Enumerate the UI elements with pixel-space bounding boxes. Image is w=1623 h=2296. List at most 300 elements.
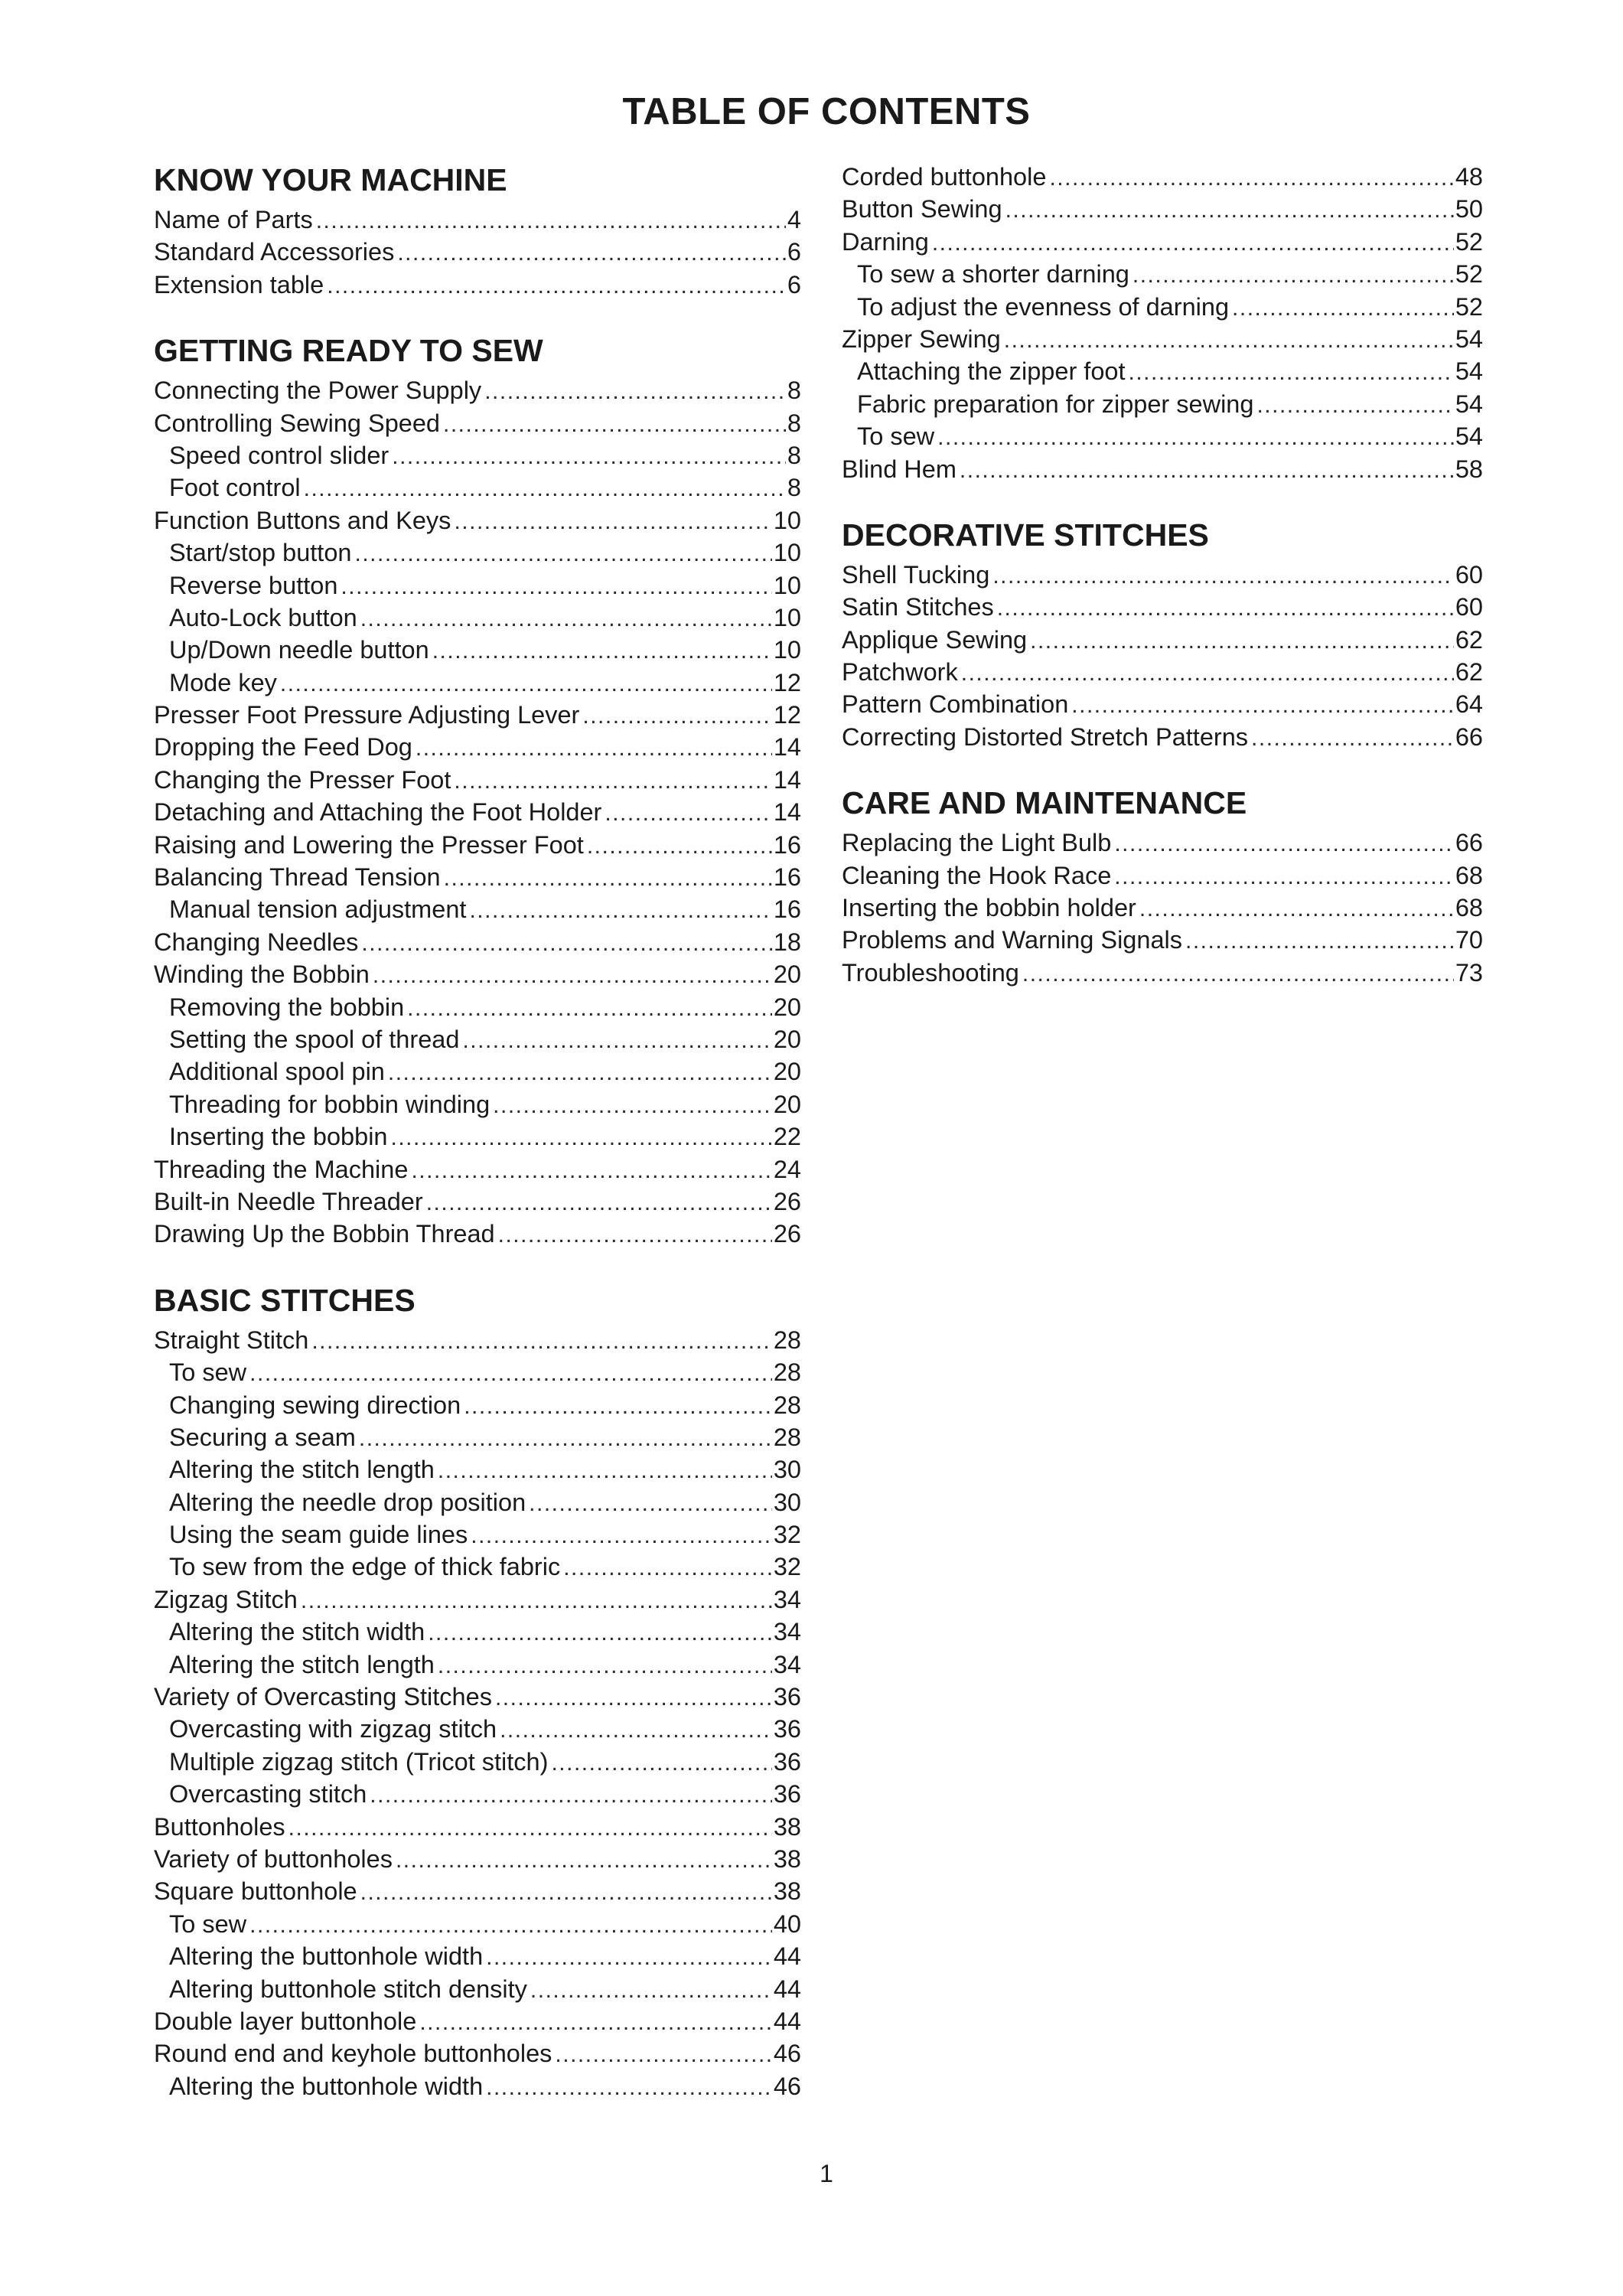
dot-leader [454,765,771,797]
toc-entry[interactable] [154,764,801,796]
entry-title: Square buttonhole [154,1877,357,1906]
dot-leader [426,1187,772,1219]
entry-page-number: 46 [773,2040,801,2068]
page-number: 1 [820,2160,833,2187]
entry-title: Using the seam guide lines [169,1521,468,1549]
toc-entry[interactable] [842,591,1483,623]
entry-page-number: 68 [1455,861,1483,889]
dot-leader [605,797,771,830]
entry-page-number: 12 [773,701,801,729]
toc-entry[interactable] [842,688,1483,720]
dot-leader [1133,259,1454,292]
dot-leader [462,1025,771,1057]
entry-title: Fabric preparation for zipper sewing [857,390,1254,418]
toc-entry[interactable] [842,721,1483,753]
dot-leader [428,1617,772,1649]
entry-title: Raising and Lowering the Presser Foot [154,830,584,859]
entry-page-number: 20 [773,1025,801,1053]
toc-entry[interactable] [154,699,801,731]
entry-page-number: 34 [773,1618,801,1646]
toc-entry[interactable] [154,1153,801,1186]
toc-entry[interactable] [154,269,801,301]
entry-title: Satin Stitches [842,593,994,621]
entry-page-number: 58 [1455,455,1483,483]
section-heading: BASIC STITCHES [154,1282,416,1318]
toc-entry[interactable] [154,1875,801,1907]
toc-entry[interactable] [842,656,1483,688]
toc-subentry[interactable] [842,258,1483,290]
dot-leader [587,830,772,863]
entry-title: Buttonholes [154,1812,285,1841]
dot-leader [495,1682,772,1714]
toc-entry[interactable] [154,1681,801,1713]
toc-column-right [842,161,1483,1019]
entry-title: To sew from the edge of thick fabric [169,1553,561,1581]
dot-leader [530,1975,772,2007]
entry-page-number: 54 [1455,390,1483,418]
entry-title: Changing the Presser Foot [154,765,451,794]
entry-title: Extension table [154,270,324,298]
entry-page-number: 48 [1455,163,1483,191]
toc-entry[interactable] [842,924,1483,956]
entry-title: Inserting the bobbin [169,1123,388,1151]
entry-title: Foot control [169,474,301,502]
dot-leader [304,473,786,505]
dot-leader [391,1122,772,1154]
toc-subentry[interactable] [154,1746,801,1778]
dot-leader [471,1520,772,1552]
toc-entry[interactable] [842,161,1483,193]
entry-title: Patchwork [842,658,958,687]
dot-leader [484,376,786,408]
entry-title: Cleaning the Hook Race [842,861,1112,889]
toc-entry[interactable] [842,827,1483,859]
toc-entry[interactable] [154,236,801,268]
entry-title: Auto-Lock button [169,603,357,631]
toc-subentry[interactable] [154,471,801,504]
entry-title: Drawing Up the Bobbin Thread [154,1220,495,1248]
entry-title: Name of Parts [154,206,313,233]
entry-page-number: 10 [773,571,801,599]
dot-leader [416,732,772,765]
toc-subentry[interactable] [154,1120,801,1153]
entry-title: Setting the spool of thread [169,1025,460,1053]
entry-title: Problems and Warning Signals [842,926,1182,954]
entry-page-number: 28 [773,1391,801,1419]
entry-title: Troubleshooting [842,958,1019,987]
toc-subentry[interactable] [154,1908,801,1940]
dot-leader [464,1391,772,1423]
dot-leader [1114,861,1454,893]
dot-leader [1030,625,1454,657]
toc-entry[interactable] [842,957,1483,989]
toc-subentry[interactable] [842,355,1483,387]
entry-title: Connecting the Power Supply [154,377,482,405]
toc-subentry[interactable] [154,991,801,1023]
dot-leader [1232,292,1454,325]
toc-subentry[interactable] [154,536,801,569]
toc-subentry[interactable] [154,1713,801,1745]
dot-leader [397,237,786,269]
toc-subentry[interactable] [842,388,1483,420]
entry-page-number: 50 [1455,195,1483,223]
toc-subentry[interactable] [154,1940,801,1972]
section-heading: CARE AND MAINTENANCE [842,785,1247,821]
entry-page-number: 10 [773,506,801,534]
toc-entry[interactable] [154,374,801,406]
dot-leader [359,1423,772,1455]
dot-leader [373,960,772,992]
dot-leader [937,422,1454,454]
dot-leader [493,1090,772,1122]
toc-entry[interactable] [154,861,801,893]
section-heading: GETTING READY TO SEW [154,333,543,369]
entry-page-number: 70 [1455,926,1483,954]
entry-page-number: 46 [773,2072,801,2100]
toc-entry[interactable] [154,204,801,236]
dot-leader [500,1714,772,1746]
entry-page-number: 44 [773,1975,801,2003]
dot-leader [1004,325,1454,357]
entry-page-number: 30 [773,1488,801,1516]
entry-title: Speed control slider [169,441,389,469]
toc-entry[interactable] [154,796,801,828]
toc-subentry[interactable] [154,1055,801,1088]
toc-entry[interactable] [154,1324,801,1356]
entry-page-number: 40 [773,1910,801,1938]
toc-subentry[interactable] [154,1088,801,1120]
entry-title: Button Sewing [842,195,1002,223]
dot-leader [432,635,772,667]
toc-column-left [154,161,801,2133]
dot-leader [411,1155,771,1187]
entry-title: Altering the needle drop position [169,1488,526,1516]
toc-subentry[interactable] [154,1421,801,1453]
entry-title: Variety of buttonholes [154,1844,393,1873]
entry-title: To sew a shorter darning [857,260,1129,289]
entry-title: Inserting the bobbin holder [842,894,1136,922]
entry-page-number: 8 [787,377,801,405]
dot-leader [1251,722,1454,755]
entry-title: Removing the bobbin [169,993,405,1021]
entry-page-number: 20 [773,1058,801,1086]
toc-section-decorative-stitches [842,516,1483,753]
dot-leader [1071,690,1454,722]
toc-entry[interactable] [842,624,1483,656]
entry-title: Round end and keyhole buttonholes [154,2040,552,2068]
dot-leader [961,657,1454,690]
toc-entry[interactable] [154,958,801,990]
entry-page-number: 28 [773,1358,801,1387]
entry-title: Changing Needles [154,928,359,956]
dot-leader [327,270,786,302]
toc-entry[interactable] [842,892,1483,924]
entry-title: Altering the stitch length [169,1456,435,1484]
entry-page-number: 8 [787,441,801,469]
entry-title: Altering the buttonhole width [169,2072,484,2100]
entry-page-number: 4 [787,206,801,233]
toc-subentry[interactable] [154,1778,801,1810]
entry-title: Changing sewing direction [169,1391,461,1419]
entry-page-number: 28 [773,1423,801,1451]
dot-leader [419,2007,772,2039]
entry-title: Threading for bobbin winding [169,1090,490,1118]
toc-subentry[interactable] [154,667,801,699]
toc-entry[interactable] [842,323,1483,355]
dot-leader [438,1455,772,1487]
entry-title: Threading the Machine [154,1155,409,1183]
dot-leader [1005,194,1454,227]
dot-leader [582,700,771,732]
toc-subentry[interactable] [154,634,801,666]
entry-title: To adjust the evenness of darning [857,292,1230,321]
dot-leader [388,1057,772,1089]
entry-page-number: 73 [1455,958,1483,987]
entry-page-number: 10 [773,603,801,631]
toc-subentry[interactable] [154,1023,801,1055]
section-heading: KNOW YOUR MACHINE [154,162,507,197]
entry-page-number: 18 [773,928,801,956]
entry-page-number: 66 [1455,829,1483,857]
dot-leader [360,603,772,635]
entry-page-number: 20 [773,993,801,1021]
entry-page-number: 6 [787,270,801,298]
dot-leader [354,538,771,570]
entry-title: Pattern Combination [842,690,1069,719]
dot-leader [392,441,786,473]
entry-page-number: 10 [773,636,801,664]
toc-entry[interactable] [154,1843,801,1875]
dot-leader [469,895,771,927]
entry-title: Variety of Overcasting Stitches [154,1683,492,1711]
toc-entry[interactable] [842,193,1483,225]
entry-title: To sew [169,1910,247,1938]
dot-leader [529,1488,772,1520]
entry-page-number: 52 [1455,260,1483,289]
toc-subentry[interactable] [154,1389,801,1421]
entry-page-number: 10 [773,539,801,567]
dot-leader [498,1219,772,1251]
entry-title: Replacing the Light Bulb [842,829,1112,857]
dot-leader [316,205,786,237]
dot-leader [311,1326,772,1358]
section-heading: DECORATIVE STITCHES [842,517,1209,553]
entry-page-number: 54 [1455,357,1483,386]
entry-page-number: 38 [773,1812,801,1841]
dot-leader [555,2039,771,2071]
dot-leader [1049,162,1453,194]
dot-leader [301,1585,772,1617]
entry-title: To sew [857,422,935,451]
dot-leader [249,1358,772,1390]
dot-leader [997,592,1454,625]
dot-leader [396,1844,772,1877]
entry-page-number: 36 [773,1715,801,1743]
entry-title: Detaching and Attaching the Foot Holder [154,798,602,827]
toc-section-basic-stitches [154,1281,801,2102]
entry-page-number: 32 [773,1521,801,1549]
entry-title: Darning [842,227,929,256]
dot-leader [551,1747,771,1779]
entry-page-number: 22 [773,1123,801,1151]
entry-page-number: 16 [773,863,801,892]
entry-page-number: 34 [773,1585,801,1613]
toc-subentry[interactable] [842,291,1483,323]
entry-title: Presser Foot Pressure Adjusting Lever [154,701,580,729]
entry-title: Standard Accessories [154,238,395,266]
entry-page-number: 20 [773,1090,801,1118]
entry-title: Correcting Distorted Stretch Patterns [842,722,1249,751]
toc-subentry[interactable] [154,1973,801,2005]
entry-page-number: 16 [773,895,801,924]
page-title: TABLE OF CONTENTS [622,91,1031,132]
dot-leader [932,227,1454,259]
entry-page-number: 44 [773,1942,801,1971]
entry-page-number: 64 [1455,690,1483,719]
entry-page-number: 62 [1455,658,1483,687]
entry-page-number: 32 [773,1553,801,1581]
dot-leader [563,1552,772,1584]
toc-entry[interactable] [154,2037,801,2069]
toc-subentry[interactable] [842,420,1483,452]
toc-section-know-your-machine [154,161,801,301]
dot-leader [249,1910,772,1942]
entry-page-number: 44 [773,2007,801,2035]
dot-leader [960,455,1454,487]
entry-page-number: 24 [773,1155,801,1183]
entry-page-number: 36 [773,1747,801,1776]
toc-subentry[interactable] [154,1486,801,1518]
toc-entry[interactable] [154,2005,801,2037]
dot-leader [370,1779,772,1812]
entry-title: Winding the Bobbin [154,960,370,989]
toc-entry[interactable] [842,559,1483,591]
entry-page-number: 34 [773,1650,801,1678]
toc-subentry[interactable] [154,439,801,471]
entry-page-number: 12 [773,668,801,696]
entry-title: Controlling Sewing Speed [154,409,440,437]
entry-page-number: 16 [773,830,801,859]
dot-leader [1185,925,1454,957]
toc-entry[interactable] [154,1811,801,1843]
entry-title: Function Buttons and Keys [154,506,451,534]
entry-title: Double layer buttonhole [154,2007,417,2035]
entry-page-number: 30 [773,1456,801,1484]
dot-leader [454,506,771,538]
dot-leader [280,668,772,700]
entry-page-number: 62 [1455,625,1483,654]
entry-title: Altering the buttonhole width [169,1942,484,1971]
toc-subentry[interactable] [154,2070,801,2102]
dot-leader [288,1812,772,1844]
toc-entry[interactable] [842,226,1483,258]
entry-page-number: 36 [773,1683,801,1711]
toc-subentry[interactable] [154,1649,801,1681]
entry-page-number: 66 [1455,722,1483,751]
entry-title: Up/Down needle button [169,636,429,664]
dot-leader [1256,390,1453,422]
toc-entry[interactable] [154,731,801,763]
entry-title: Reverse button [169,571,338,599]
entry-page-number: 8 [787,409,801,437]
entry-title: Attaching the zipper foot [857,357,1126,386]
entry-page-number: 52 [1455,227,1483,256]
entry-title: Dropping the Feed Dog [154,733,412,762]
dot-leader [1129,357,1454,389]
dot-leader [1139,893,1454,925]
dot-leader [341,571,771,603]
entry-page-number: 28 [773,1326,801,1354]
entry-title: Start/stop button [169,539,352,567]
dot-leader [486,2072,772,2104]
entry-page-number: 14 [773,733,801,762]
toc-entry[interactable] [154,504,801,536]
dot-leader [361,928,771,960]
toc-subentry[interactable] [154,569,801,602]
toc-subentry[interactable] [154,893,801,925]
entry-page-number: 6 [787,238,801,266]
toc-subentry[interactable] [154,1551,801,1583]
toc-entry[interactable] [154,1218,801,1250]
toc-entry[interactable] [154,1186,801,1218]
entry-title: Overcasting stitch [169,1780,367,1808]
entry-title: Built-in Needle Threader [154,1187,423,1215]
entry-page-number: 26 [773,1220,801,1248]
entry-title: Applique Sewing [842,625,1028,654]
toc-subentry[interactable] [154,602,801,634]
dot-leader [444,863,772,895]
entry-page-number: 38 [773,1844,801,1873]
entry-title: Overcasting with zigzag stitch [169,1715,497,1743]
entry-title: Altering the stitch width [169,1618,425,1646]
toc-subentry[interactable] [154,1616,801,1648]
dot-leader [360,1877,772,1909]
toc-subentry[interactable] [154,1356,801,1388]
entry-title: Straight Stitch [154,1326,309,1354]
entry-page-number: 52 [1455,292,1483,321]
toc-entry[interactable] [842,859,1483,892]
dot-leader [438,1650,772,1682]
entry-title: Manual tension adjustment [169,895,467,924]
toc-subentry[interactable] [154,1453,801,1486]
entry-page-number: 8 [787,474,801,502]
entry-page-number: 14 [773,765,801,794]
entry-page-number: 38 [773,1877,801,1906]
toc-entry[interactable] [842,453,1483,485]
toc-entry[interactable] [154,926,801,958]
entry-title: Altering the stitch length [169,1650,435,1678]
entry-page-number: 60 [1455,593,1483,621]
dot-leader [1114,828,1454,860]
entry-page-number: 20 [773,960,801,989]
toc-entry[interactable] [154,1583,801,1616]
entry-page-number: 54 [1455,325,1483,353]
toc-section-care-and-maintenance [842,784,1483,989]
entry-page-number: 36 [773,1780,801,1808]
toc-subentry[interactable] [154,1518,801,1551]
toc-entry[interactable] [154,829,801,861]
dot-leader [1022,958,1454,990]
entry-title: Multiple zigzag stitch (Tricot stitch) [169,1747,549,1776]
dot-leader [992,560,1454,592]
entry-title: Zigzag Stitch [154,1585,298,1613]
entry-page-number: 26 [773,1187,801,1215]
entry-title: Shell Tucking [842,560,990,589]
entry-page-number: 54 [1455,422,1483,451]
entry-page-number: 14 [773,798,801,827]
entry-page-number: 60 [1455,560,1483,589]
toc-entry[interactable] [154,407,801,439]
